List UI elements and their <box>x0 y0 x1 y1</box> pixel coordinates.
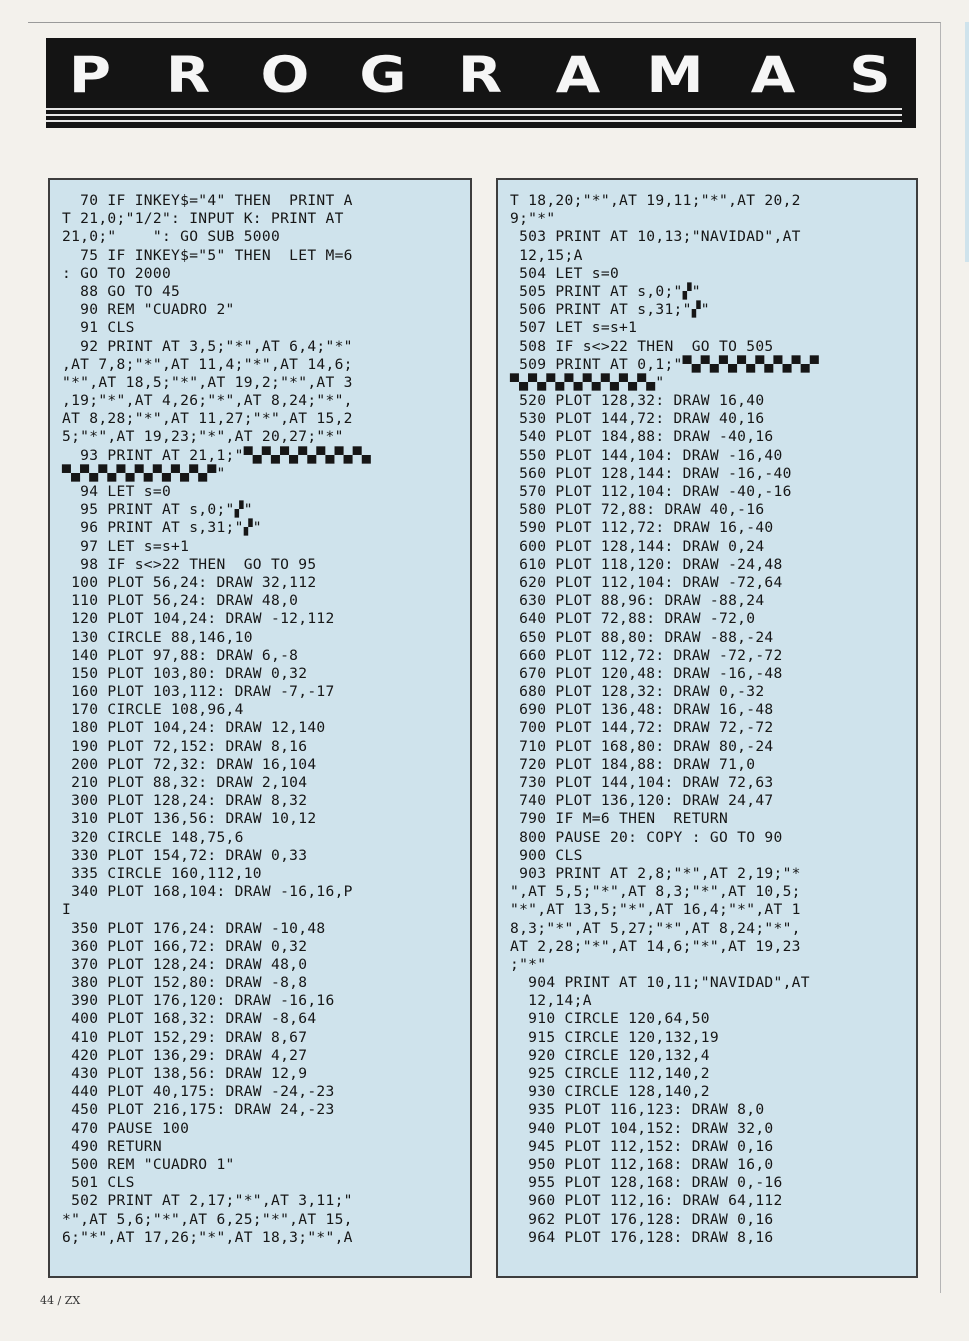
code-listing-left <box>50 180 470 1247</box>
code-line: 450 PLOT 216,175: DRAW 24,-23 <box>62 1101 335 1119</box>
code-line: 520 PLOT 128,32: DRAW 16,40 <box>510 392 765 410</box>
code-line: 6;"*",AT 17,26;"*",AT 18,3;"*",A <box>62 1228 353 1246</box>
title-letter: G <box>358 46 407 104</box>
code-line: 9;"*" <box>510 210 556 228</box>
code-line: 925 CIRCLE 112,140,2 <box>510 1065 710 1082</box>
code-line: 5;"*",AT 19,23;"*",AT 20,27;"*" <box>62 428 344 446</box>
code-line: 690 PLOT 136,48: DRAW 16,-48 <box>510 701 774 719</box>
code-line: 800 PAUSE 20: COPY : GO TO 90 <box>510 828 783 846</box>
code-line: 962 PLOT 176,128: DRAW 0,16 <box>510 1210 774 1228</box>
code-line: 904 PRINT AT 10,11;"NAVIDAD",AT <box>510 974 810 992</box>
code-line: 730 PLOT 144,104: DRAW 72,63 <box>510 774 774 791</box>
title-letter: M <box>646 46 704 104</box>
code-line: 190 PLOT 72,152: DRAW 8,16 <box>62 737 308 755</box>
code-line: 680 PLOT 128,32: DRAW 0,-32 <box>510 683 765 701</box>
code-line: 410 PLOT 152,29: DRAW 8,67 <box>62 1028 308 1046</box>
code-line: 610 PLOT 118,120: DRAW -24,48 <box>510 555 783 573</box>
code-line: 570 PLOT 112,104: DRAW -40,-16 <box>510 483 792 500</box>
listing-column-right <box>496 178 918 1278</box>
code-line: T 18,20;"*",AT 19,11;"*",AT 20,2 <box>510 192 801 209</box>
section-title <box>46 46 916 104</box>
code-line: 340 PLOT 168,104: DRAW -16,16,P <box>62 883 353 901</box>
code-line: 92 PRINT AT 3,5;"*",AT 6,4;"*" <box>62 337 353 355</box>
code-line: 505 PRINT AT s,0;"▞" <box>510 282 701 300</box>
code-line: 210 PLOT 88,32: DRAW 2,104 <box>62 774 308 791</box>
code-line: 21,0;" ": GO SUB 5000 <box>62 228 281 246</box>
title-letter: R <box>457 46 503 104</box>
code-line: 580 PLOT 72,88: DRAW 40,-16 <box>510 501 765 519</box>
code-line: 90 REM "CUADRO 2" <box>62 301 235 319</box>
code-line: 700 PLOT 144,72: DRAW 72,-72 <box>510 719 774 737</box>
listing-column-left <box>48 178 472 1278</box>
code-line: 930 CIRCLE 128,140,2 <box>510 1083 710 1101</box>
code-line: 430 PLOT 138,56: DRAW 12,9 <box>62 1065 308 1082</box>
code-line: T 21,0;"1/2": INPUT K: PRINT AT <box>62 210 344 228</box>
code-line: 97 LET s=s+1 <box>62 537 190 555</box>
code-line: 501 CLS <box>62 1174 135 1192</box>
code-line: 530 PLOT 144,72: DRAW 40,16 <box>510 410 765 428</box>
code-line: 370 PLOT 128,24: DRAW 48,0 <box>62 955 308 973</box>
code-line: 910 CIRCLE 120,64,50 <box>510 1010 710 1028</box>
code-line: 640 PLOT 72,88: DRAW -72,0 <box>510 610 756 628</box>
code-line: 955 PLOT 128,168: DRAW 0,-16 <box>510 1174 783 1192</box>
code-line: 400 PLOT 168,32: DRAW -8,64 <box>62 1010 317 1028</box>
code-line: 380 PLOT 152,80: DRAW -8,8 <box>62 974 308 992</box>
code-line: 900 CLS <box>510 846 583 864</box>
code-line: 903 PRINT AT 2,8;"*",AT 2,19;"* <box>510 864 801 882</box>
code-line: 503 PRINT AT 10,13;"NAVIDAD",AT <box>510 228 801 246</box>
code-line: ,19;"*",AT 4,26;"*",AT 8,24;"*", <box>62 392 353 410</box>
title-letter: A <box>750 46 795 104</box>
code-line: 75 IF INKEY$="5" THEN LET M=6 <box>62 246 353 264</box>
code-line: 630 PLOT 88,96: DRAW -88,24 <box>510 592 765 610</box>
code-line: AT 8,28;"*",AT 11,27;"*",AT 15,2 <box>62 410 353 428</box>
code-line: 920 CIRCLE 120,132,4 <box>510 1046 710 1064</box>
code-line: 507 LET s=s+1 <box>510 319 638 337</box>
title-letter: R <box>165 46 210 104</box>
code-line: 180 PLOT 104,24: DRAW 12,140 <box>62 719 326 737</box>
title-letter: S <box>849 46 891 104</box>
code-line: 600 PLOT 128,144: DRAW 0,24 <box>510 537 765 555</box>
code-line: ▀▄▀▄▀▄▀▄▀▄▀▄▀▄▀▄▀" <box>62 464 226 482</box>
code-line: 964 PLOT 176,128: DRAW 8,16 <box>510 1228 774 1246</box>
title-letter: P <box>68 46 112 104</box>
code-line: 960 PLOT 112,16: DRAW 64,112 <box>510 1192 783 1210</box>
code-line: AT 2,28;"*",AT 14,6;"*",AT 19,23 <box>510 937 801 955</box>
code-line: 935 PLOT 116,123: DRAW 8,0 <box>510 1101 765 1119</box>
code-line: 200 PLOT 72,32: DRAW 16,104 <box>62 755 317 773</box>
code-line: 140 PLOT 97,88: DRAW 6,-8 <box>62 646 299 664</box>
code-line: 440 PLOT 40,175: DRAW -24,-23 <box>62 1083 335 1101</box>
code-line: 470 PAUSE 100 <box>62 1119 190 1137</box>
header-stripes <box>46 108 916 122</box>
code-line: 950 PLOT 112,168: DRAW 16,0 <box>510 1155 774 1173</box>
code-line: 540 PLOT 184,88: DRAW -40,16 <box>510 428 774 446</box>
code-line: : GO TO 2000 <box>62 264 172 282</box>
code-line: 509 PRINT AT 0,1;"▀▄▀▄▀▄▀▄▀▄▀▄▀▄▀ <box>510 355 819 373</box>
code-line: 150 PLOT 103,80: DRAW 0,32 <box>62 664 308 682</box>
code-line: 88 GO TO 45 <box>62 282 181 300</box>
code-line: 502 PRINT AT 2,17;"*",AT 3,11;" <box>62 1192 353 1210</box>
code-line: 670 PLOT 120,48: DRAW -16,-48 <box>510 664 783 682</box>
code-line: ",AT 5,5;"*",AT 8,3;"*",AT 10,5; <box>510 883 801 901</box>
code-line: 660 PLOT 112,72: DRAW -72,-72 <box>510 646 783 664</box>
code-line: ,AT 7,8;"*",AT 11,4;"*",AT 14,6; <box>62 355 353 373</box>
code-line: ;"*" <box>510 955 547 973</box>
code-line: 320 CIRCLE 148,75,6 <box>62 828 244 846</box>
code-listing-right <box>498 180 916 1247</box>
code-line: 70 IF INKEY$="4" THEN PRINT A <box>62 192 353 209</box>
code-line: I <box>62 901 72 919</box>
code-line: 390 PLOT 176,120: DRAW -16,16 <box>62 992 335 1010</box>
code-line: 360 PLOT 166,72: DRAW 0,32 <box>62 937 308 955</box>
code-line: 95 PRINT AT s,0;"▞" <box>62 501 253 519</box>
header-stripe <box>46 108 902 110</box>
code-line: 94 LET s=0 <box>62 483 172 500</box>
code-line: "*",AT 18,5;"*",AT 19,2;"*",AT 3 <box>62 373 353 391</box>
code-line: 420 PLOT 136,29: DRAW 4,27 <box>62 1046 308 1064</box>
code-line: 350 PLOT 176,24: DRAW -10,48 <box>62 919 326 937</box>
code-line: 91 CLS <box>62 319 135 337</box>
code-line: 120 PLOT 104,24: DRAW -12,112 <box>62 610 335 628</box>
code-line: 710 PLOT 168,80: DRAW 80,-24 <box>510 737 774 755</box>
title-letter: O <box>260 46 310 104</box>
code-line: 560 PLOT 128,144: DRAW -16,-40 <box>510 464 792 482</box>
section-header <box>46 38 916 128</box>
code-line: 300 PLOT 128,24: DRAW 8,32 <box>62 792 308 810</box>
code-line: 620 PLOT 112,104: DRAW -72,64 <box>510 573 783 591</box>
code-line: 490 RETURN <box>62 1137 162 1155</box>
code-line: 93 PRINT AT 21,1;"▀▄▀▄▀▄▀▄▀▄▀▄▀▄ <box>62 446 371 464</box>
code-line: 8,3;"*",AT 5,27;"*",AT 8,24;"*", <box>510 919 801 937</box>
code-line: 110 PLOT 56,24: DRAW 48,0 <box>62 592 299 610</box>
code-line: 590 PLOT 112,72: DRAW 16,-40 <box>510 519 774 537</box>
code-line: 550 PLOT 144,104: DRAW -16,40 <box>510 446 783 464</box>
code-line: 506 PRINT AT s,31;"▞" <box>510 301 710 319</box>
code-line: 915 CIRCLE 120,132,19 <box>510 1028 719 1046</box>
title-letter: A <box>555 46 600 104</box>
code-line: 160 PLOT 103,112: DRAW -7,-17 <box>62 683 335 701</box>
header-stripe <box>46 114 902 116</box>
code-line: 790 IF M=6 THEN RETURN <box>510 810 729 828</box>
side-margin-mark <box>965 22 969 262</box>
code-line: *",AT 5,6;"*",AT 6,25;"*",AT 15, <box>62 1210 353 1228</box>
code-line: 12,14;A <box>510 992 592 1010</box>
code-line: 335 CIRCLE 160,112,10 <box>62 864 262 882</box>
code-line: 130 CIRCLE 88,146,10 <box>62 628 253 646</box>
code-line: 650 PLOT 88,80: DRAW -88,-24 <box>510 628 774 646</box>
code-line: ▀▄▀▄▀▄▀▄▀▄▀▄▀▄▀▄" <box>510 373 665 391</box>
code-line: 720 PLOT 184,88: DRAW 71,0 <box>510 755 756 773</box>
header-stripe <box>46 120 902 122</box>
code-line: 940 PLOT 104,152: DRAW 32,0 <box>510 1119 774 1137</box>
code-line: 508 IF s<>22 THEN GO TO 505 <box>510 337 774 355</box>
code-line: 12,15;A <box>510 246 583 264</box>
code-line: 945 PLOT 112,152: DRAW 0,16 <box>510 1137 774 1155</box>
code-line: 170 CIRCLE 108,96,4 <box>62 701 244 719</box>
code-line: "*",AT 13,5;"*",AT 16,4;"*",AT 1 <box>510 901 801 919</box>
code-line: 330 PLOT 154,72: DRAW 0,33 <box>62 846 308 864</box>
code-line: 310 PLOT 136,56: DRAW 10,12 <box>62 810 317 828</box>
code-line: 96 PRINT AT s,31;"▞" <box>62 519 262 537</box>
page-number: 44 / ZX <box>40 1294 81 1307</box>
code-line: 740 PLOT 136,120: DRAW 24,47 <box>510 792 774 810</box>
code-line: 98 IF s<>22 THEN GO TO 95 <box>62 555 317 573</box>
code-line: 100 PLOT 56,24: DRAW 32,112 <box>62 573 317 591</box>
code-line: 504 LET s=0 <box>510 264 620 282</box>
code-line: 500 REM "CUADRO 1" <box>62 1155 235 1173</box>
